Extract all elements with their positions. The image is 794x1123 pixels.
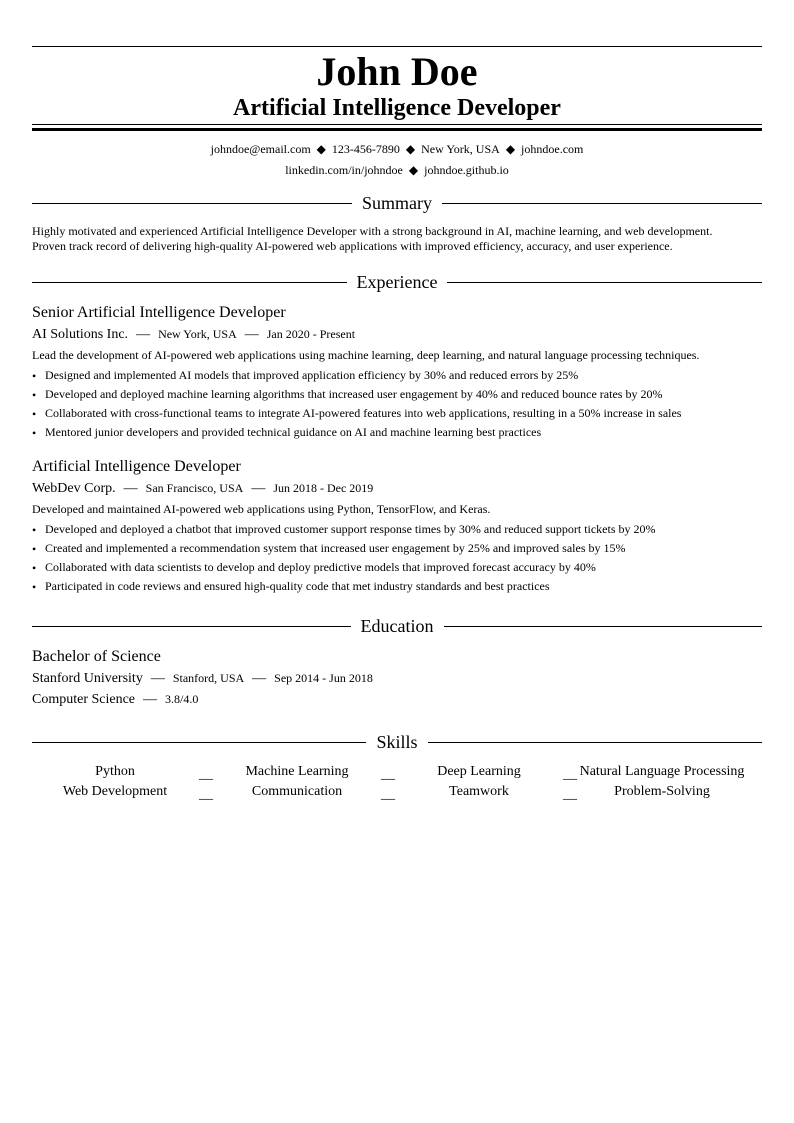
job-bullets xyxy=(32,366,762,442)
skill-item: Machine Learning xyxy=(245,764,349,779)
skill-item: Problem-Solving xyxy=(614,784,710,799)
job-company: AI Solutions Inc. xyxy=(32,327,129,342)
job-description: Lead the development of AI-powered web applications using machine learning, deep learning, and natural language processing techniques. xyxy=(32,348,700,362)
skill-item: Natural Language Processing xyxy=(579,764,745,779)
education-field: Computer Science xyxy=(32,692,136,707)
job-location: San Francisco, USA xyxy=(145,481,244,495)
bullet-icon: • xyxy=(32,561,37,575)
skills-heading xyxy=(32,730,762,754)
education-dates: Sep 2014 - Jun 2018 xyxy=(274,671,373,685)
resume-page xyxy=(32,46,762,802)
list-item: • Collaborated with data scientists to develop and deploy predictive models that improved forecast accuracy by 40% xyxy=(32,558,762,577)
education-school: Stanford University xyxy=(32,671,143,686)
job-title: Artificial Intelligence Developer xyxy=(32,458,241,475)
bullet-icon: • xyxy=(32,407,37,421)
education-heading-label: Education xyxy=(360,616,434,636)
list-item: • Designed and implemented AI models that improved application efficiency by 30% and reduced errors by 25% xyxy=(32,366,762,385)
list-item: • Collaborated with cross-functional teams to integrate AI-powered features into web applications, resulting in a 50% increase in sales xyxy=(32,404,762,423)
bullet-icon: • xyxy=(32,388,37,402)
contact-phone: 123-456-7890 xyxy=(331,142,400,156)
education-field-line: Computer Science — 3.8/4.0 xyxy=(32,692,199,707)
contact-linkedin[interactable]: linkedin.com/in/johndoe xyxy=(285,163,403,177)
list-item: • Mentored junior developers and provided technical guidance on AI and machine learning best practices xyxy=(32,423,762,442)
education-location: Stanford, USA xyxy=(172,671,245,685)
job-bullets xyxy=(32,520,762,596)
diamond-separator-icon: ◆ xyxy=(405,142,416,156)
bullet-icon: • xyxy=(32,523,37,537)
skills-heading-label: Skills xyxy=(376,732,418,752)
candidate-name: John Doe xyxy=(316,49,478,94)
list-item: • Developed and deployed a chatbot that improved customer support response times by 30% and reduced support tickets by 20% xyxy=(32,520,762,539)
list-item: • Participated in code reviews and ensured high-quality code that met industry standards and best practices xyxy=(32,577,762,596)
contact-block xyxy=(32,139,762,181)
candidate-title: Artificial Intelligence Developer xyxy=(233,95,561,121)
education-heading xyxy=(32,614,762,638)
summary-text: Highly motivated and experienced Artificial Intelligence Developer with a strong background in AI, machine learning, and web development. Proven track record of delivering high-quality AI-powered web applications with improved efficiency, accuracy, and user experience. xyxy=(32,224,713,253)
job-meta: AI Solutions Inc. — New York, USA — Jan 2020 - Present xyxy=(32,327,356,342)
job-description: Developed and maintained AI-powered web applications using Python, TensorFlow, and Keras. xyxy=(32,502,491,516)
skills-grid: Python __ Machine Learning __ Deep Learning __ Natural Language Processing Web Development __ Communication __ Teamwork __ Problem-Solving xyxy=(32,762,762,802)
bullet-icon: • xyxy=(32,542,37,556)
education-meta: Stanford University — Stanford, USA — Sep 2014 - Jun 2018 xyxy=(32,671,373,686)
skill-item: Communication xyxy=(251,784,343,799)
job-dates: Jun 2018 - Dec 2019 xyxy=(273,481,374,495)
education-entry xyxy=(32,646,762,710)
job-dates: Jan 2020 - Present xyxy=(266,327,356,341)
contact-line-2 xyxy=(32,160,762,181)
summary-heading-label: Summary xyxy=(362,193,432,213)
skill-item: Teamwork xyxy=(449,784,509,799)
contact-line-1 xyxy=(32,139,762,160)
job-title: Senior Artificial Intelligence Developer xyxy=(32,304,286,321)
diamond-separator-icon: ◆ xyxy=(316,142,326,156)
bullet-icon: • xyxy=(32,426,37,440)
job-entry xyxy=(32,302,762,442)
contact-location: New York, USA xyxy=(421,142,500,156)
education-gpa: 3.8/4.0 xyxy=(165,692,199,706)
contact-website[interactable]: johndoe.com xyxy=(521,142,584,156)
bullet-icon: • xyxy=(32,580,37,594)
header-double-rule xyxy=(32,124,762,131)
list-item: • Developed and deployed machine learning algorithms that increased user engagement by 40% and reduced bounce rates by 20% xyxy=(32,385,762,404)
skill-item: Web Development xyxy=(62,784,168,799)
job-company: WebDev Corp. xyxy=(32,481,116,496)
contact-github[interactable]: johndoe.github.io xyxy=(424,163,509,177)
bullet-icon: • xyxy=(32,369,37,383)
experience-heading xyxy=(32,270,762,294)
summary-heading xyxy=(32,191,762,215)
education-degree: Bachelor of Science xyxy=(32,648,161,665)
job-location: New York, USA xyxy=(158,327,237,341)
job-meta: WebDev Corp. — San Francisco, USA — Jun 2018 - Dec 2019 xyxy=(32,481,374,496)
contact-email[interactable]: johndoe@email.com xyxy=(210,142,311,156)
diamond-separator-icon: ◆ xyxy=(505,142,516,156)
job-entry xyxy=(32,456,762,596)
diamond-separator-icon: ◆ xyxy=(408,163,419,177)
list-item: • Created and implemented a recommendation system that increased user engagement by 25% and improved sales by 15% xyxy=(32,539,762,558)
top-rule xyxy=(32,46,762,47)
skill-item: Python xyxy=(95,764,135,779)
experience-heading-label: Experience xyxy=(356,272,438,292)
skill-item: Deep Learning xyxy=(437,764,521,779)
